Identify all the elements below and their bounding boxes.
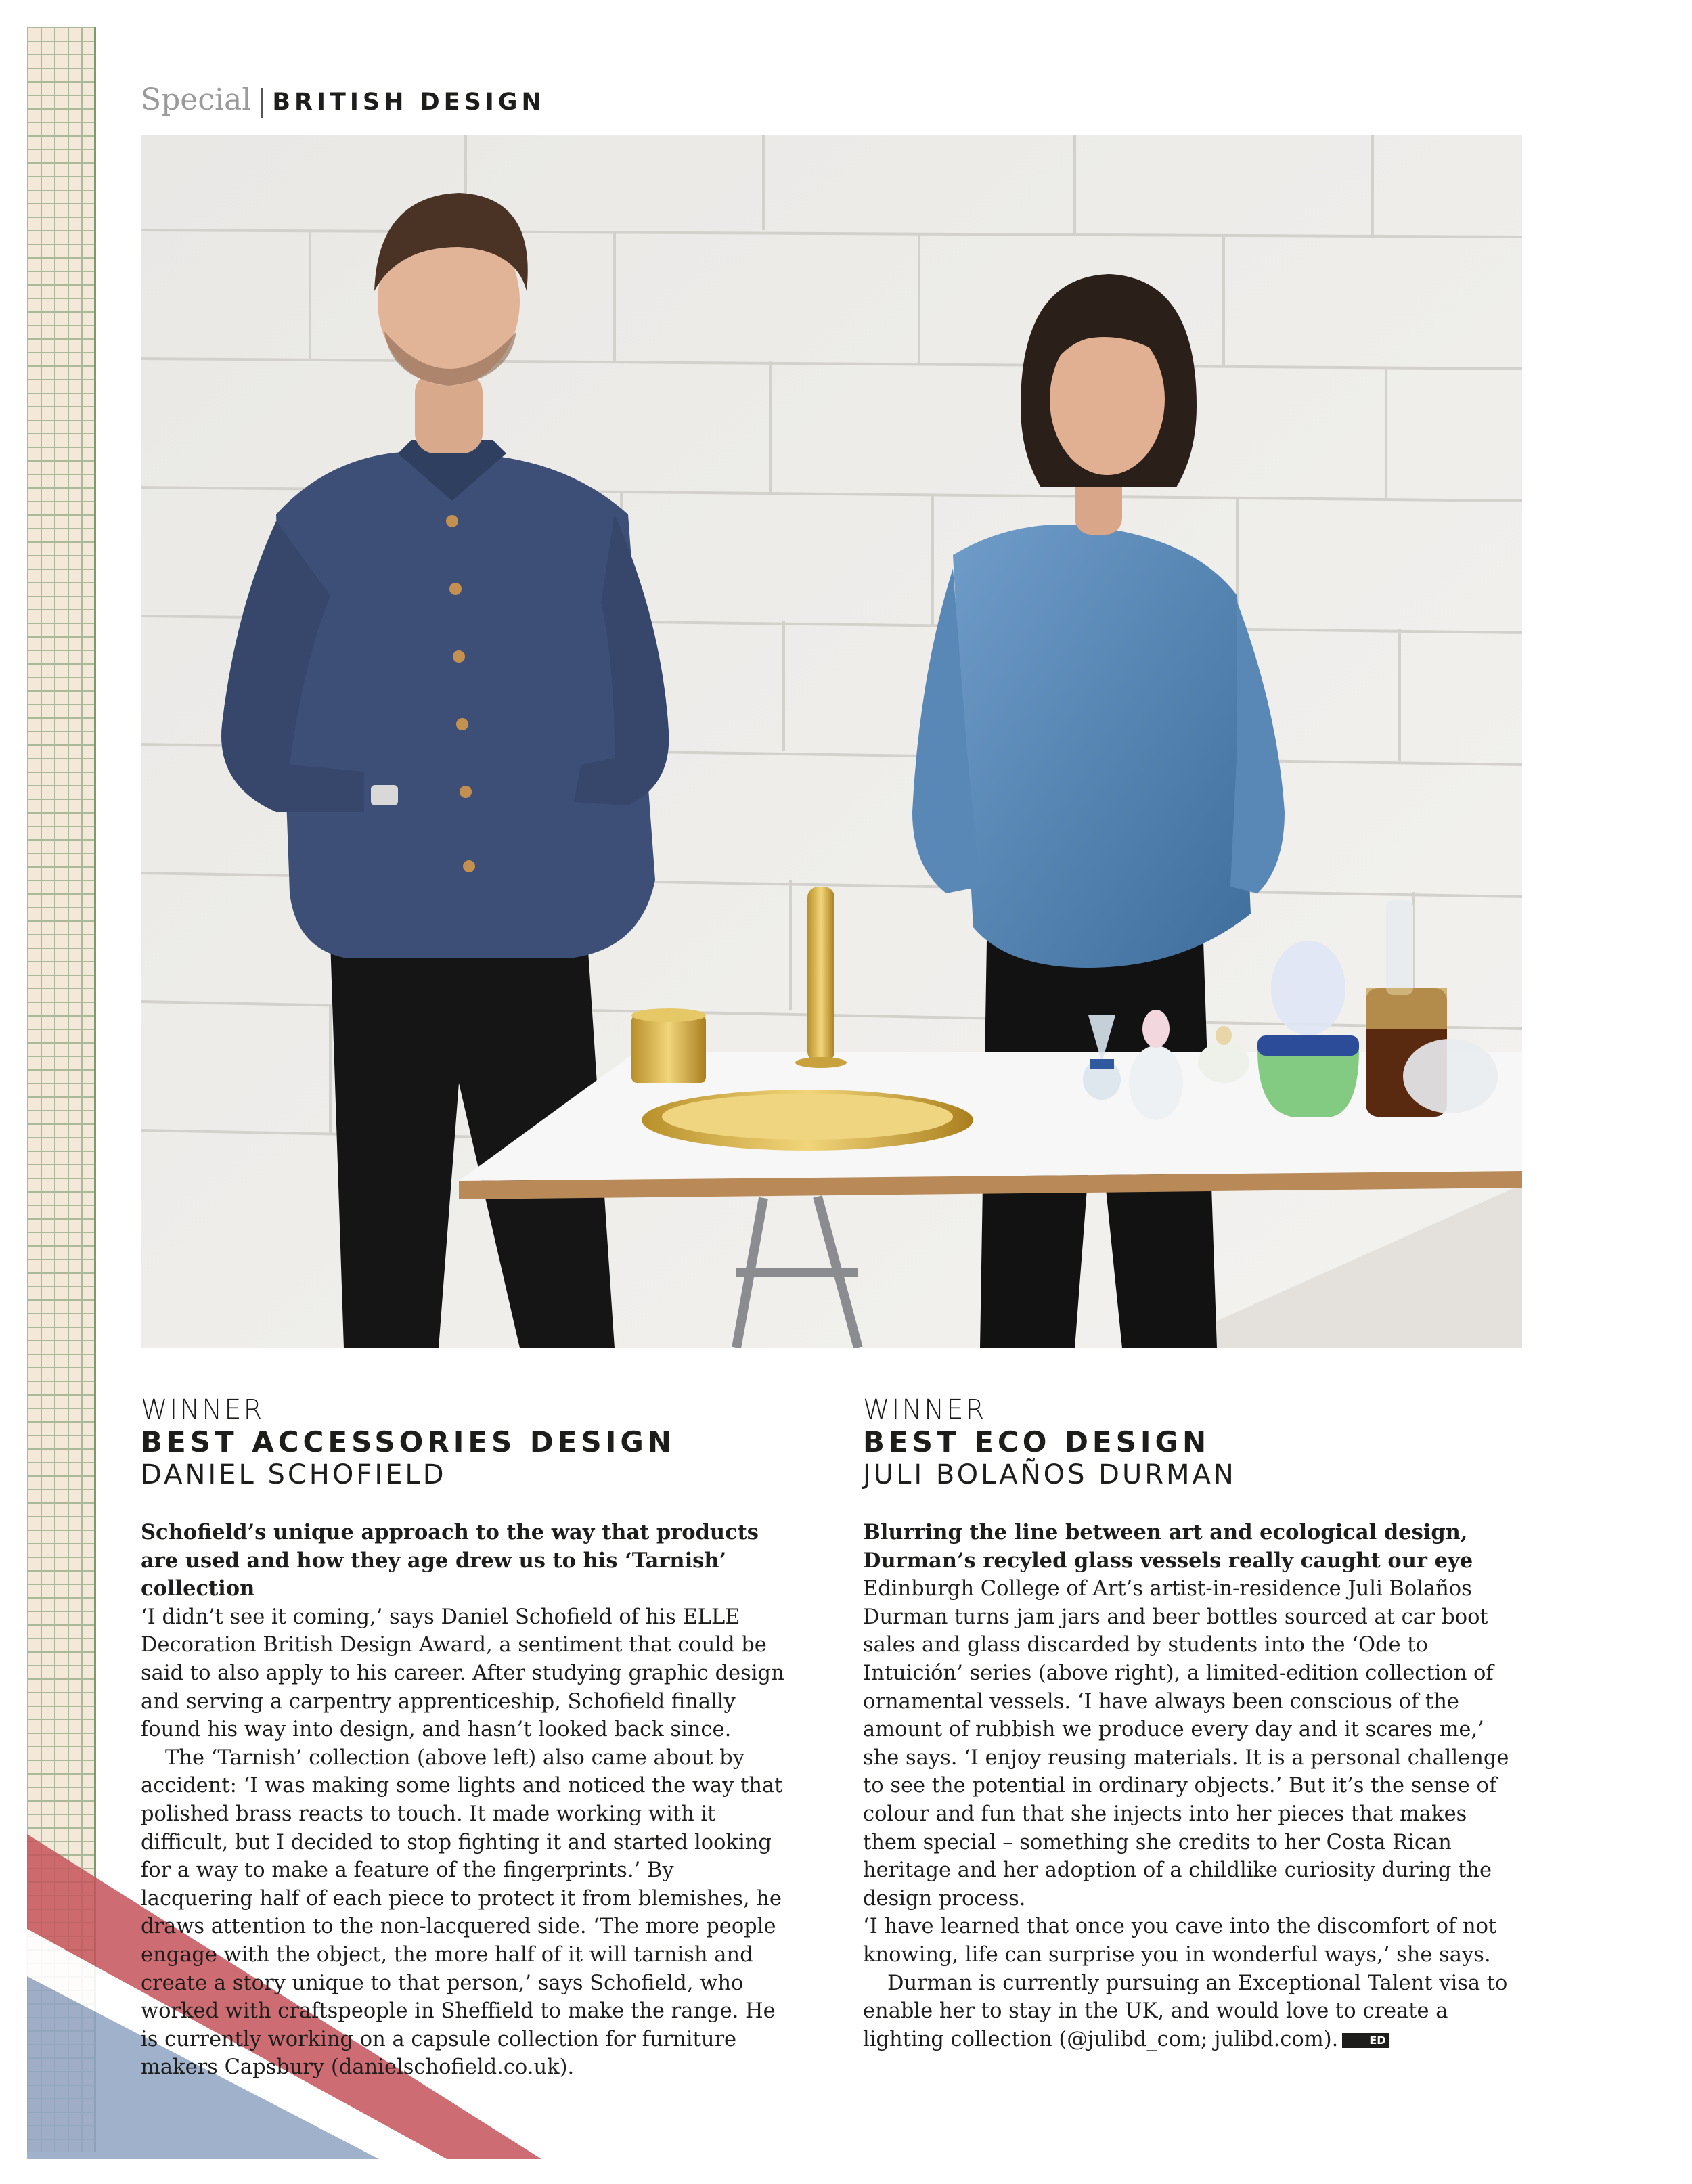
- lead-paragraph: Blurring the line between art and ecological design, Durman’s recyled glass vessels really caught our eye: [863, 1520, 1473, 1573]
- article-right-column: [863, 1394, 1513, 2053]
- header-section-title: BRITISH DESIGN: [272, 89, 546, 116]
- article-body: [141, 1519, 791, 2082]
- body-paragraph-text: Durman is currently pursuing an Exceptional Talent visa to enable her to stay in the UK, and would love to create a lighting collection (@julibd_com; julibd.com).: [863, 1971, 1508, 2051]
- body-paragraph: ‘I have learned that once you cave into the discomfort of not knowing, life can surprise you in wonderful ways,’ she says.: [863, 1915, 1497, 1967]
- designer-name: DANIEL SCHOFIELD: [141, 1459, 447, 1490]
- body-paragraph: ‘I didn’t see it coming,’ says Daniel Schofield of his ELLE Decoration British Design Award, a sentiment that could be said to also apply to his career. After studying graphic design and serving a carpentry apprenticeship, Schofield finally found his way into design, and hasn’t looked back since.: [141, 1605, 784, 1742]
- header-divider: [261, 88, 263, 118]
- designer-name: JULI BOLAÑOS DURMAN: [863, 1459, 1237, 1490]
- article-left-column: [141, 1394, 791, 2082]
- winner-label: WINNER: [863, 1394, 987, 1425]
- award-title: BEST ECO DESIGN: [863, 1425, 1211, 1458]
- end-mark: ED: [1342, 2033, 1388, 2048]
- body-paragraph: Edinburgh College of Art’s artist-in-residence Juli Bolaños Durman turns jam jars and beer bottles sourced at car boot sales and glass discarded by students into the ‘Ode to Intuición’ series (above right), a limited-edition collection of ornamental vessels. ‘I have always been conscious of the amount of rubbish we produce every day and it scares me,’ she says. ‘I enjoy reusing materials. It is a personal challenge to see the potential in ordinary objects.’ But it’s the sense of colour and fun that she injects into her pieces that makes them special – something she credits to her Costa Rican heritage and her adoption of a childlike curiosity during the design process.: [863, 1577, 1509, 1911]
- section-header: [141, 83, 546, 123]
- winner-label: WINNER: [141, 1394, 265, 1425]
- body-paragraph: The ‘Tarnish’ collection (above left) also came about by accident: ‘I was making some lights and noticed the way that polished brass reacts to touch. It made working with it difficult, but I decided to stop fighting it and started looking for a way to make a feature of the fingerprints.’ By lacquering half of each piece to protect it from blemishes, he draws attention to the non-lacquered side. ‘The more people engage with the object, the more half of it will tarnish and create a story unique to that person,’ says Schofield, who worked with craftspeople in Sheffield to make the range. He is currently working on a capsule collection for furniture makers Capsbury (danielschofield.co.uk).: [141, 1745, 783, 2080]
- header-special: Special: [141, 83, 252, 117]
- award-title: BEST ACCESSORIES DESIGN: [141, 1425, 675, 1458]
- lead-paragraph: Schofield’s unique approach to the way that products are used and how they age drew us to his ‘Tarnish’ collection: [141, 1520, 759, 1601]
- body-paragraph: [863, 1969, 1513, 2054]
- article-body: [863, 1519, 1513, 2053]
- designers-photo: [141, 135, 1522, 1348]
- photo-illustration: [141, 135, 1522, 1348]
